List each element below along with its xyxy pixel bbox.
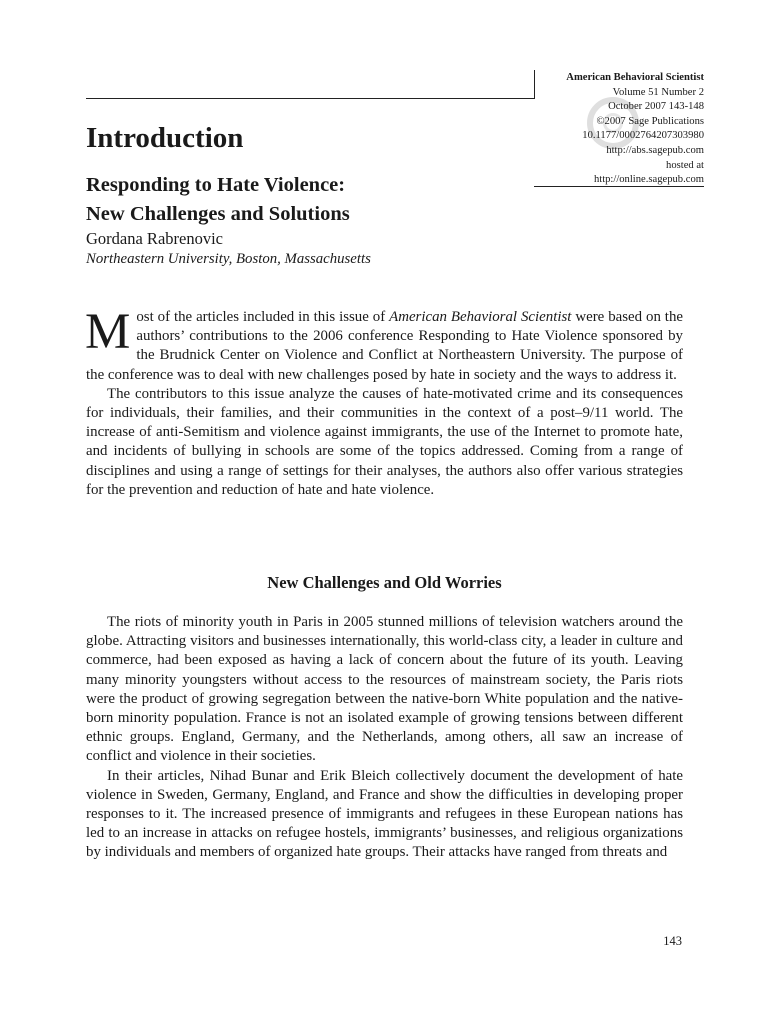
journal-copyright: ©2007 Sage Publications	[596, 115, 704, 127]
author-name: Gordana Rabrenovic	[86, 229, 223, 248]
section-title: Introduction	[86, 122, 244, 154]
page-number: 143	[663, 934, 682, 948]
drop-cap: M	[85, 304, 131, 360]
article-title	[86, 171, 350, 229]
journal-volume: Volume 51 Number 2	[612, 86, 704, 98]
article-title-line-1: Responding to Hate Violence:	[86, 174, 346, 196]
paragraph-2: The contributors to this issue analyze the causes of hate-motivated crime and its consequences for individuals, their families, and their communities in the context of a post–9/11 world. The increase of anti-Semitism and violence against immigrants, the use of the Internet to promote hate, and incidents of bullying in schools are some of the topics addressed. Coming from a range of disciplines and using a range of settings for their analyses, the authors also offer various strategies for the prevention and reduction of hate and hate violence.	[86, 385, 683, 498]
header-rule	[86, 98, 535, 99]
journal-title-reference: American Behavioral Scientist	[389, 309, 572, 325]
section-heading: New Challenges and Old Worries	[267, 573, 502, 592]
paragraph-4: In their articles, Nihad Bunar and Erik Bleich collectively document the development of hate violence in Sweden, Germany, England, and France and show the difficulties in developing proper responses to it. The increased presence of immigrants and refugees in these European nations has led to an increase in attacks on refugee hostels, immigrants’ businesses, and religious organizations by individuals and members of organized hate groups. Their attacks have ranged from threats and	[86, 767, 683, 861]
article-title-line-2: New Challenges and Solutions	[86, 203, 350, 225]
intro-text	[85, 304, 684, 500]
journal-info	[534, 71, 704, 188]
section-text	[86, 613, 683, 863]
author-affiliation: Northeastern University, Boston, Massachusetts	[86, 251, 371, 267]
journal-name: American Behavioral Scientist	[566, 72, 704, 83]
paragraph-1: Most of the articles included in this issue of American Behavioral Scientist were based on the authors’ contributions to the 2006 conference Responding to Hate Violence sponsored by the Brudnick Center on Violence and Conflict at Northeastern University. The purpose of the conference was to deal with new challenges posed by hate in society and the ways to address it.	[85, 304, 684, 383]
journal-doi: 10.1177/0002764207303980	[582, 130, 704, 142]
journal-host-url: http://online.sagepub.com	[593, 174, 704, 186]
journal-rule	[534, 186, 704, 187]
paragraph-3: The riots of minority youth in Paris in 2005 stunned millions of television watchers around the globe. Attracting visitors and businesses internationally, this world-class city, a leader in culture and commerce, had been exposed as having a lack of concern about the future of its youth. Leaving many minority youngsters without access to the resources of mainstream society, the Paris riots were the product of growing segregation between the native-born White population and the native-born minority population. France is not an isolated example of growing tensions between different ethnic groups. England, Germany, and the Netherlands, among others, all saw an increase of conflict and violence in their societies.	[86, 614, 683, 765]
journal-date-pages: October 2007 143-148	[608, 101, 704, 113]
journal-url: http://abs.sagepub.com	[606, 144, 704, 156]
journal-hosted-at: hosted at	[666, 159, 704, 171]
